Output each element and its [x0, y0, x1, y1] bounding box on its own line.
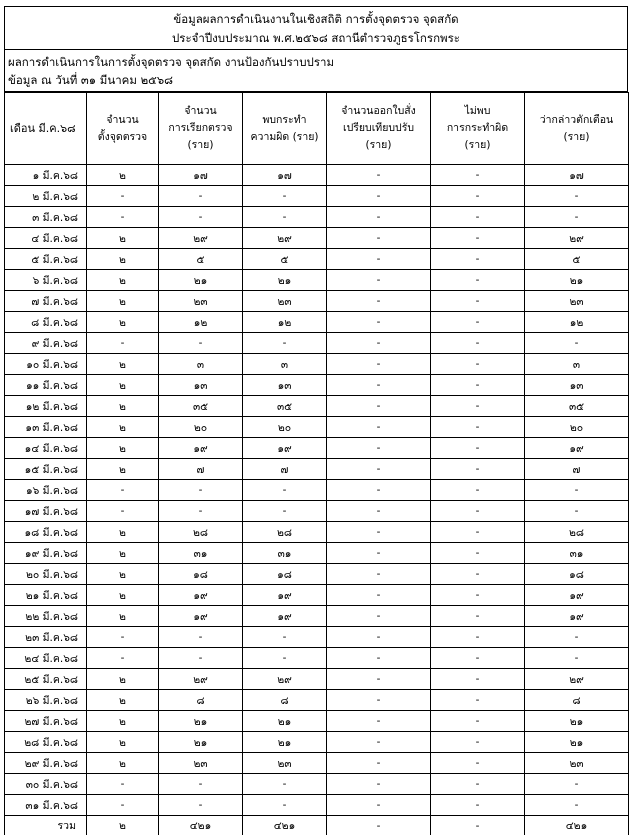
col-inspections-header — [159, 93, 243, 165]
date-cell: ๒ มี.ค.๖๘ — [5, 186, 87, 207]
col-tickets-cell: - — [327, 669, 431, 690]
col-tickets-cell: - — [327, 228, 431, 249]
col-offenses-cell: ๑๙ — [243, 606, 327, 627]
table-row — [5, 522, 629, 543]
col-offenses-cell: ๒๐ — [243, 417, 327, 438]
col-offenses-cell: - — [243, 795, 327, 816]
date-cell: ๒๔ มี.ค.๖๘ — [5, 648, 87, 669]
col-offenses-cell: ๕ — [243, 249, 327, 270]
col-inspections-cell: ๓๑ — [159, 543, 243, 564]
col-checkpoints-cell: - — [87, 480, 159, 501]
col-offenses-total: ๔๒๑ — [243, 816, 327, 836]
date-cell: ๓๐ มี.ค.๖๘ — [5, 774, 87, 795]
date-cell: ๕ มี.ค.๖๘ — [5, 249, 87, 270]
header-text: การเรียกตรวจ — [168, 122, 233, 134]
col-inspections-cell: ๗ — [159, 459, 243, 480]
col-checkpoints-cell: ๒ — [87, 291, 159, 312]
date-cell: ๔ มี.ค.๖๘ — [5, 228, 87, 249]
table-row — [5, 690, 629, 711]
col-checkpoints-cell: ๒ — [87, 732, 159, 753]
col-offenses-cell: ๑๘ — [243, 564, 327, 585]
col-offenses-cell: ๓๑ — [243, 543, 327, 564]
col-tickets-cell: - — [327, 375, 431, 396]
col-tickets-cell: - — [327, 186, 431, 207]
col-tickets-cell: - — [327, 165, 431, 186]
col-warnings-cell: ๓๑ — [525, 543, 629, 564]
col-warnings-cell: ๑๒ — [525, 312, 629, 333]
col-checkpoints-cell: ๒ — [87, 669, 159, 690]
date-cell: ๒๙ มี.ค.๖๘ — [5, 753, 87, 774]
col-tickets-cell: - — [327, 291, 431, 312]
col-warnings-cell: - — [525, 186, 629, 207]
col-checkpoints-cell: ๒ — [87, 522, 159, 543]
col-offenses-cell: ๒๓ — [243, 291, 327, 312]
col-offenses-cell: ๒๑ — [243, 270, 327, 291]
col-inspections-cell: ๕ — [159, 249, 243, 270]
col-no-offense-cell: - — [431, 753, 525, 774]
col-tickets-cell: - — [327, 774, 431, 795]
col-warnings-cell: ๑๙ — [525, 585, 629, 606]
header-text: การกระทำผิด — [446, 122, 509, 134]
col-warnings-cell: ๑๗ — [525, 165, 629, 186]
header-text: (ราย) — [365, 139, 392, 151]
col-tickets-total: - — [327, 816, 431, 836]
col-tickets-cell: - — [327, 690, 431, 711]
col-warnings-cell: - — [525, 648, 629, 669]
col-checkpoints-cell: ๒ — [87, 585, 159, 606]
col-inspections-cell: ๑๙ — [159, 438, 243, 459]
col-inspections-cell: ๑๘ — [159, 564, 243, 585]
col-checkpoints-cell: ๒ — [87, 375, 159, 396]
col-tickets-cell: - — [327, 501, 431, 522]
col-no-offense-cell: - — [431, 585, 525, 606]
col-no-offense-cell: - — [431, 333, 525, 354]
col-no-offense-cell: - — [431, 606, 525, 627]
table-row — [5, 648, 629, 669]
header-text: (ราย) — [563, 130, 590, 143]
table-row — [5, 543, 629, 564]
col-tickets-cell: - — [327, 396, 431, 417]
table-row — [5, 312, 629, 333]
col-inspections-cell: - — [159, 333, 243, 354]
col-warnings-cell: - — [525, 627, 629, 648]
header-text: เปรียบเทียบปรับ — [342, 122, 414, 134]
date-cell: ๑๗ มี.ค.๖๘ — [5, 501, 87, 522]
col-offenses-cell: ๒๓ — [243, 753, 327, 774]
col-no-offense-cell: - — [431, 627, 525, 648]
col-warnings-cell: - — [525, 333, 629, 354]
col-no-offense-cell: - — [431, 375, 525, 396]
col-checkpoints-cell: - — [87, 774, 159, 795]
col-offenses-cell: - — [243, 501, 327, 522]
col-checkpoints-cell: ๒ — [87, 753, 159, 774]
col-no-offense-cell: - — [431, 354, 525, 375]
col-inspections-cell: ๒๓ — [159, 753, 243, 774]
col-no-offense-cell: - — [431, 291, 525, 312]
col-warnings-cell: ๘ — [525, 690, 629, 711]
table-row — [5, 165, 629, 186]
col-no-offense-cell: - — [431, 480, 525, 501]
col-checkpoints-cell: ๒ — [87, 249, 159, 270]
date-cell: ๘ มี.ค.๖๘ — [5, 312, 87, 333]
col-warnings-cell: ๒๑ — [525, 711, 629, 732]
table-row — [5, 669, 629, 690]
col-checkpoints-cell: ๒ — [87, 564, 159, 585]
col-inspections-cell: - — [159, 648, 243, 669]
col-no-offense-cell: - — [431, 438, 525, 459]
table-footer — [5, 816, 629, 836]
col-no-offense-cell: - — [431, 396, 525, 417]
date-cell: ๑๓ มี.ค.๖๘ — [5, 417, 87, 438]
date-cell: ๙ มี.ค.๖๘ — [5, 333, 87, 354]
table-row — [5, 396, 629, 417]
col-tickets-cell: - — [327, 270, 431, 291]
col-warnings-cell: - — [525, 795, 629, 816]
col-tickets-cell: - — [327, 249, 431, 270]
col-warnings-cell: ๓ — [525, 354, 629, 375]
col-warnings-cell: ๗ — [525, 459, 629, 480]
col-no-offense-cell: - — [431, 249, 525, 270]
subtitle-line-2: ข้อมูล ณ วันที่ ๓๑ มีนาคม ๒๕๖๘ — [8, 73, 174, 87]
date-cell: ๗ มี.ค.๖๘ — [5, 291, 87, 312]
col-warnings-cell: ๒๙ — [525, 669, 629, 690]
header-text: จำนวนออกใบสั่ง — [341, 105, 416, 117]
col-warnings-cell: ๑๙ — [525, 438, 629, 459]
col-inspections-cell: - — [159, 186, 243, 207]
col-tickets-cell: - — [327, 795, 431, 816]
col-tickets-cell: - — [327, 585, 431, 606]
col-offenses-cell: ๑๗ — [243, 165, 327, 186]
table-row — [5, 249, 629, 270]
col-no-offense-cell: - — [431, 312, 525, 333]
col-offenses-cell: ๒๘ — [243, 522, 327, 543]
col-no-offense-cell: - — [431, 459, 525, 480]
col-inspections-cell: - — [159, 627, 243, 648]
table-row — [5, 732, 629, 753]
col-offenses-cell: - — [243, 774, 327, 795]
table-row — [5, 438, 629, 459]
title-line-1: ข้อมูลผลการดำเนินงานในเชิงสถิติ การตั้งจุดตรวจ จุดสกัด — [173, 12, 459, 26]
date-cell: ๒๒ มี.ค.๖๘ — [5, 606, 87, 627]
col-checkpoints-cell: - — [87, 627, 159, 648]
header-text: จำนวน — [106, 113, 139, 126]
col-warnings-cell: ๒๓ — [525, 291, 629, 312]
col-no-offense-cell: - — [431, 270, 525, 291]
table-row — [5, 459, 629, 480]
col-offenses-cell: ๗ — [243, 459, 327, 480]
col-no-offense-cell: - — [431, 690, 525, 711]
col-warnings-cell: ๑๓ — [525, 375, 629, 396]
col-no-offense-cell: - — [431, 543, 525, 564]
date-cell: ๑๐ มี.ค.๖๘ — [5, 354, 87, 375]
col-tickets-cell: - — [327, 480, 431, 501]
col-offenses-cell: ๓๕ — [243, 396, 327, 417]
date-cell: ๒๖ มี.ค.๖๘ — [5, 690, 87, 711]
table-row — [5, 354, 629, 375]
col-offenses-cell: ๓ — [243, 354, 327, 375]
date-cell: ๑๕ มี.ค.๖๘ — [5, 459, 87, 480]
col-checkpoints-cell: ๒ — [87, 417, 159, 438]
col-no-offense-cell: - — [431, 774, 525, 795]
table-row — [5, 606, 629, 627]
report-document — [4, 6, 628, 835]
col-inspections-total: ๔๒๑ — [159, 816, 243, 836]
date-cell: ๑๖ มี.ค.๖๘ — [5, 480, 87, 501]
col-offenses-header — [243, 93, 327, 165]
col-offenses-cell: - — [243, 333, 327, 354]
col-warnings-cell: - — [525, 774, 629, 795]
date-cell: ๒๗ มี.ค.๖๘ — [5, 711, 87, 732]
col-checkpoints-cell: ๒ — [87, 543, 159, 564]
col-checkpoints-cell: - — [87, 333, 159, 354]
col-inspections-cell: ๒๙ — [159, 669, 243, 690]
col-offenses-cell: ๒๑ — [243, 732, 327, 753]
date-cell: ๑๑ มี.ค.๖๘ — [5, 375, 87, 396]
table-header — [5, 93, 629, 165]
date-cell: ๑ มี.ค.๖๘ — [5, 165, 87, 186]
report-subtitle — [4, 50, 628, 92]
col-inspections-cell: ๑๙ — [159, 585, 243, 606]
col-no-offense-cell: - — [431, 669, 525, 690]
col-checkpoints-cell: ๒ — [87, 690, 159, 711]
total-label: รวม — [5, 816, 87, 836]
col-warnings-cell: ๒๙ — [525, 228, 629, 249]
report-title — [4, 6, 628, 50]
col-no-offense-cell: - — [431, 417, 525, 438]
col-inspections-cell: ๒๑ — [159, 711, 243, 732]
table-body — [5, 165, 629, 816]
date-cell: ๑๙ มี.ค.๖๘ — [5, 543, 87, 564]
col-warnings-cell: - — [525, 207, 629, 228]
col-warnings-header — [525, 93, 629, 165]
col-warnings-cell: ๑๘ — [525, 564, 629, 585]
col-inspections-cell: - — [159, 207, 243, 228]
col-checkpoints-cell: ๒ — [87, 459, 159, 480]
col-inspections-cell: ๒๓ — [159, 291, 243, 312]
col-tickets-cell: - — [327, 543, 431, 564]
header-text: ว่ากล่าวตักเตือน — [539, 113, 614, 126]
col-warnings-cell: - — [525, 501, 629, 522]
col-checkpoints-header — [87, 93, 159, 165]
col-no-offense-cell: - — [431, 186, 525, 207]
col-offenses-cell: ๑๙ — [243, 585, 327, 606]
table-row — [5, 333, 629, 354]
col-warnings-cell: ๒๘ — [525, 522, 629, 543]
header-text: ตั้งจุดตรวจ — [97, 130, 148, 143]
col-warnings-cell: ๒๑ — [525, 732, 629, 753]
col-checkpoints-cell: ๒ — [87, 165, 159, 186]
col-inspections-cell: - — [159, 501, 243, 522]
col-tickets-cell: - — [327, 417, 431, 438]
col-checkpoints-cell: - — [87, 648, 159, 669]
col-warnings-cell: ๒๓ — [525, 753, 629, 774]
header-row — [5, 93, 629, 165]
col-no-offense-cell: - — [431, 522, 525, 543]
col-warnings-cell: ๒๐ — [525, 417, 629, 438]
table-row — [5, 207, 629, 228]
col-warnings-cell: ๑๙ — [525, 606, 629, 627]
date-cell: ๖ มี.ค.๖๘ — [5, 270, 87, 291]
col-checkpoints-cell: ๒ — [87, 438, 159, 459]
date-cell: ๒๘ มี.ค.๖๘ — [5, 732, 87, 753]
col-tickets-cell: - — [327, 606, 431, 627]
col-warnings-cell: ๒๑ — [525, 270, 629, 291]
col-offenses-cell: ๒๙ — [243, 669, 327, 690]
col-no-offense-cell: - — [431, 165, 525, 186]
col-tickets-cell: - — [327, 627, 431, 648]
date-cell: ๓ มี.ค.๖๘ — [5, 207, 87, 228]
table-row — [5, 417, 629, 438]
subtitle-line-1: ผลการดำเนินการในการตั้งจุดตรวจ จุดสกัด งานป้องกันปราบปราม — [8, 55, 335, 69]
table-row — [5, 795, 629, 816]
col-tickets-cell: - — [327, 312, 431, 333]
col-no-offense-cell: - — [431, 648, 525, 669]
header-text: ความผิด (ราย) — [250, 130, 319, 143]
date-cell: ๒๑ มี.ค.๖๘ — [5, 585, 87, 606]
col-tickets-cell: - — [327, 648, 431, 669]
col-checkpoints-cell: ๒ — [87, 270, 159, 291]
col-inspections-cell: ๒๘ — [159, 522, 243, 543]
table-row — [5, 501, 629, 522]
table-row — [5, 711, 629, 732]
title-line-2: ประจำปีงบประมาณ พ.ศ.๒๕๖๘ สถานีตำรวจภูธรโกรกพระ — [172, 31, 460, 45]
date-cell: ๑๘ มี.ค.๖๘ — [5, 522, 87, 543]
table-row — [5, 753, 629, 774]
checkpoint-stats-table — [4, 92, 629, 835]
col-inspections-cell: ๑๙ — [159, 606, 243, 627]
col-no-offense-cell: - — [431, 501, 525, 522]
date-cell: ๒๐ มี.ค.๖๘ — [5, 564, 87, 585]
col-no-offense-cell: - — [431, 228, 525, 249]
total-row — [5, 816, 629, 836]
col-warnings-cell: ๕ — [525, 249, 629, 270]
col-warnings-cell: - — [525, 480, 629, 501]
col-tickets-cell: - — [327, 438, 431, 459]
col-checkpoints-cell: - — [87, 207, 159, 228]
col-tickets-cell: - — [327, 753, 431, 774]
col-tickets-cell: - — [327, 711, 431, 732]
col-offenses-cell: - — [243, 207, 327, 228]
col-checkpoints-cell: ๒ — [87, 354, 159, 375]
col-tickets-cell: - — [327, 333, 431, 354]
table-row — [5, 228, 629, 249]
col-tickets-header — [327, 93, 431, 165]
col-no-offense-cell: - — [431, 207, 525, 228]
col-inspections-cell: ๒๙ — [159, 228, 243, 249]
header-text: (ราย) — [464, 139, 491, 151]
col-offenses-cell: ๑๓ — [243, 375, 327, 396]
col-offenses-cell: - — [243, 627, 327, 648]
header-text: ไม่พบ — [464, 105, 491, 117]
col-checkpoints-cell: ๒ — [87, 396, 159, 417]
col-offenses-cell: - — [243, 648, 327, 669]
header-text: พบกระทำ — [262, 113, 307, 126]
header-text: จำนวน — [184, 105, 217, 117]
col-inspections-cell: ๒๑ — [159, 270, 243, 291]
col-inspections-cell: ๘ — [159, 690, 243, 711]
table-row — [5, 627, 629, 648]
col-tickets-cell: - — [327, 732, 431, 753]
col-offenses-cell: ๘ — [243, 690, 327, 711]
date-cell: ๑๔ มี.ค.๖๘ — [5, 438, 87, 459]
col-tickets-cell: - — [327, 459, 431, 480]
col-tickets-cell: - — [327, 522, 431, 543]
table-row — [5, 585, 629, 606]
col-no-offense-header — [431, 93, 525, 165]
col-checkpoints-cell: ๒ — [87, 606, 159, 627]
col-checkpoints-cell: - — [87, 501, 159, 522]
header-text: เดือน มี.ค.๖๘ — [10, 122, 76, 135]
header-text: (ราย) — [187, 139, 214, 151]
col-checkpoints-total: ๒ — [87, 816, 159, 836]
date-cell: ๑๒ มี.ค.๖๘ — [5, 396, 87, 417]
col-warnings-cell: ๓๕ — [525, 396, 629, 417]
col-tickets-cell: - — [327, 207, 431, 228]
col-inspections-cell: ๑๗ — [159, 165, 243, 186]
col-no-offense-cell: - — [431, 711, 525, 732]
col-checkpoints-cell: - — [87, 186, 159, 207]
col-inspections-cell: ๒๑ — [159, 732, 243, 753]
date-cell: ๓๑ มี.ค.๖๘ — [5, 795, 87, 816]
col-offenses-cell: ๒๑ — [243, 711, 327, 732]
col-checkpoints-cell: ๒ — [87, 711, 159, 732]
col-tickets-cell: - — [327, 564, 431, 585]
col-offenses-cell: - — [243, 186, 327, 207]
col-inspections-cell: ๒๐ — [159, 417, 243, 438]
table-row — [5, 186, 629, 207]
table-row — [5, 291, 629, 312]
col-checkpoints-cell: - — [87, 795, 159, 816]
col-warnings-total: ๔๒๑ — [525, 816, 629, 836]
col-inspections-cell: ๑๓ — [159, 375, 243, 396]
col-offenses-cell: ๑๙ — [243, 438, 327, 459]
col-tickets-cell: - — [327, 354, 431, 375]
table-row — [5, 480, 629, 501]
date-cell: ๒๕ มี.ค.๖๘ — [5, 669, 87, 690]
col-inspections-cell: - — [159, 795, 243, 816]
col-no-offense-cell: - — [431, 732, 525, 753]
table-row — [5, 270, 629, 291]
col-no-offense-cell: - — [431, 795, 525, 816]
col-checkpoints-cell: ๒ — [87, 312, 159, 333]
table-row — [5, 375, 629, 396]
col-no-offense-cell: - — [431, 564, 525, 585]
col-inspections-cell: ๓ — [159, 354, 243, 375]
table-row — [5, 564, 629, 585]
col-checkpoints-cell: ๒ — [87, 228, 159, 249]
col-inspections-cell: ๑๒ — [159, 312, 243, 333]
col-inspections-cell: ๓๕ — [159, 396, 243, 417]
col-offenses-cell: - — [243, 480, 327, 501]
table-row — [5, 774, 629, 795]
col-month-header — [5, 93, 87, 165]
col-offenses-cell: ๒๙ — [243, 228, 327, 249]
col-no-offense-total: - — [431, 816, 525, 836]
date-cell: ๒๓ มี.ค.๖๘ — [5, 627, 87, 648]
col-inspections-cell: - — [159, 774, 243, 795]
col-offenses-cell: ๑๒ — [243, 312, 327, 333]
col-inspections-cell: - — [159, 480, 243, 501]
